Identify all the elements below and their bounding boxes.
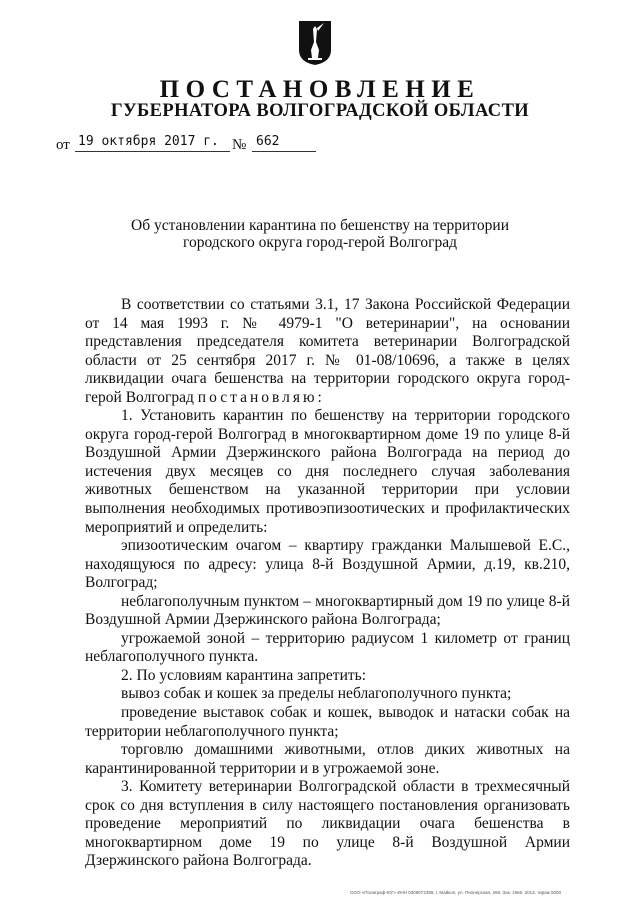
document-subject: [0, 217, 640, 251]
volgograd-coat-of-arms-icon: [297, 20, 333, 66]
document-date: 19 октября 2017 г.: [75, 133, 230, 152]
document-issuer: ГУБЕРНАТОРА ВОЛГОГРАДСКОЙ ОБЛАСТИ: [110, 101, 530, 121]
clause-1-point: неблагополучным пунктом – многоквартирный дом 19 по улице 8-й Воздушной Армии Дзержинского района Волгограда;: [85, 592, 570, 629]
document-body: [85, 296, 570, 871]
document-title: ПОСТАНОВЛЕНИЕ: [159, 76, 481, 103]
clause-2-export: вывоз собак и кошек за пределы неблагополучного пункта;: [121, 685, 512, 703]
preamble-text: В соответствии со статьями 3.1, 17 Закона Российской Федерации от 14 мая 1993 г. № 4979-1 "О ветеринарии", на основании представления председателя комитета ветеринарии Волгоградской области от 25 сентября 2017 г. № 01-08/10696, а также в целях ликвидации очага бешенства на территории городского округа город-герой Волгоград: [85, 296, 570, 406]
number-prefix: №: [232, 137, 247, 153]
preamble-paragraph: [85, 296, 570, 407]
date-prefix: от: [56, 137, 70, 153]
document-number: 662: [252, 133, 316, 152]
clause-2: 2. По условиям карантина запретить:: [121, 666, 367, 684]
clause-1: 1. Установить карантин по бешенству на территории городского округа город-герой Волгоград в многоквартирном доме 19 по улице 8-й Воздушной Армии Дзержинского района Волгограда на период до истечения двух месяцев со дня последнего случая заболевания животных бешенством на указанной территории при условии выполнения необходимых противоэпизоотических и профилактических мероприятий и определить:: [85, 407, 570, 536]
clause-1-focus: эпизоотическим очагом – квартиру гражданки Малышевой Е.С., находящуюся по адресу: улица 8-й Воздушной Армии, д.19, кв.210, Волгоград;: [85, 537, 570, 592]
subject-line-1: Об установлении карантина по бешенству на территории: [131, 217, 509, 234]
clause-2-exhibitions: проведение выставок собак и кошек, выводок и натаски собак на территории неблагополучного пункта;: [85, 704, 570, 740]
clause-3: 3. Комитету ветеринарии Волгоградской области в трехмесячный срок со дня вступления в силу настоящего постановления организовать проведение мероприятий по ликвидации очага бешенства в многоквартирном доме 19 по улице 8-й Воздушной Армии Дзержинского района Волгограда.: [85, 778, 570, 870]
printer-imprint: ООО «Полиграф-ЮГ» ИНН 0309072399, г. Майкоп, ул. Пионерская, 268. Зак. 1965. 2013. тираж 5000: [350, 890, 562, 895]
subject-line-2: городского округа город-герой Волгоград: [182, 234, 458, 251]
clause-2-trade: торговлю домашними животными, отлов диких животных на карантинированной территории и в угрожаемой зоне.: [85, 741, 570, 777]
clause-1-zone: угрожаемой зоной – территорию радиусом 1 километр от границ неблагополучного пункта.: [85, 629, 570, 666]
document-meta: [0, 133, 640, 155]
decree-word: постановляю:: [197, 388, 325, 406]
